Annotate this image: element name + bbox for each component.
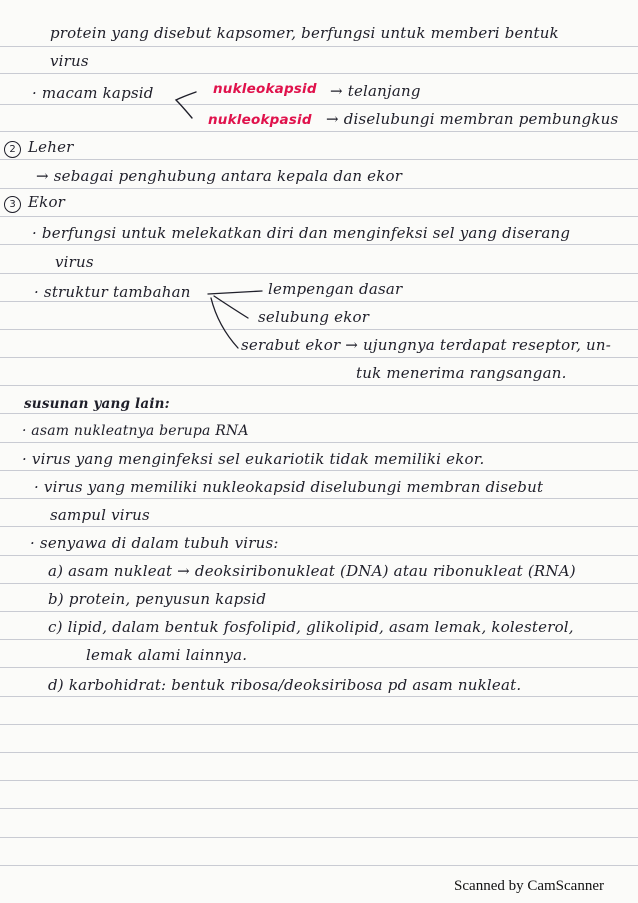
subheading: susunan yang lain: — [24, 396, 170, 412]
text-line: · berfungsi untuk melekatkan diri dan menginfeksi sel yang diserang — [32, 224, 571, 242]
text-line: · virus yang memiliki nukleokapsid diselubungi membran disebut — [34, 478, 544, 496]
text-line: tuk menerima rangsangan. — [356, 364, 567, 382]
text-line: a) asam nukleat → deoksiribonukleat (DNA) atau ribonukleat (RNA) — [48, 562, 576, 580]
text-line: sampul virus — [50, 506, 150, 524]
text-line: virus — [50, 52, 89, 70]
text-line: → diselubungi membran pembungkus — [326, 110, 619, 128]
text-line: → telanjang — [330, 82, 421, 100]
text-line: c) lipid, dalam bentuk fosfolipid, glikolipid, asam lemak, kolesterol, — [48, 618, 574, 636]
branch-item: serabut ekor → ujungnya terdapat reseptor, un- — [241, 336, 611, 354]
section-heading: Ekor — [28, 193, 66, 211]
text-line: · virus yang menginfeksi sel eukariotik tidak memiliki ekor. — [22, 450, 485, 468]
text-line: lemak alami lainnya. — [86, 646, 248, 664]
section-heading: Leher — [28, 138, 74, 156]
branch-item: lempengan dasar — [268, 280, 403, 298]
text-line: d) karbohidrat: bentuk ribosa/deoksiribosa pd asam nukleat. — [48, 676, 522, 694]
highlight-term: nukleokpasid — [208, 112, 312, 128]
section-number: 3 — [4, 196, 21, 213]
branch-item: selubung ekor — [258, 308, 370, 326]
text-line: virus — [55, 253, 94, 271]
section-number: 2 — [4, 141, 21, 158]
text-line: b) protein, penyusun kapsid — [48, 590, 267, 608]
text-line: · asam nukleatnya berupa RNA — [22, 423, 249, 439]
text-line: · macam kapsid — [32, 84, 154, 102]
text-line: · senyawa di dalam tubuh virus: — [30, 534, 279, 552]
text-line: protein yang disebut kapsomer, berfungsi untuk memberi bentuk — [50, 24, 559, 42]
scanner-watermark: Scanned by CamScanner — [454, 878, 604, 894]
text-line: → sebagai penghubung antara kepala dan ekor — [36, 167, 403, 185]
highlight-term: nukleokapsid — [213, 81, 317, 97]
text-line: · struktur tambahan — [34, 283, 191, 301]
